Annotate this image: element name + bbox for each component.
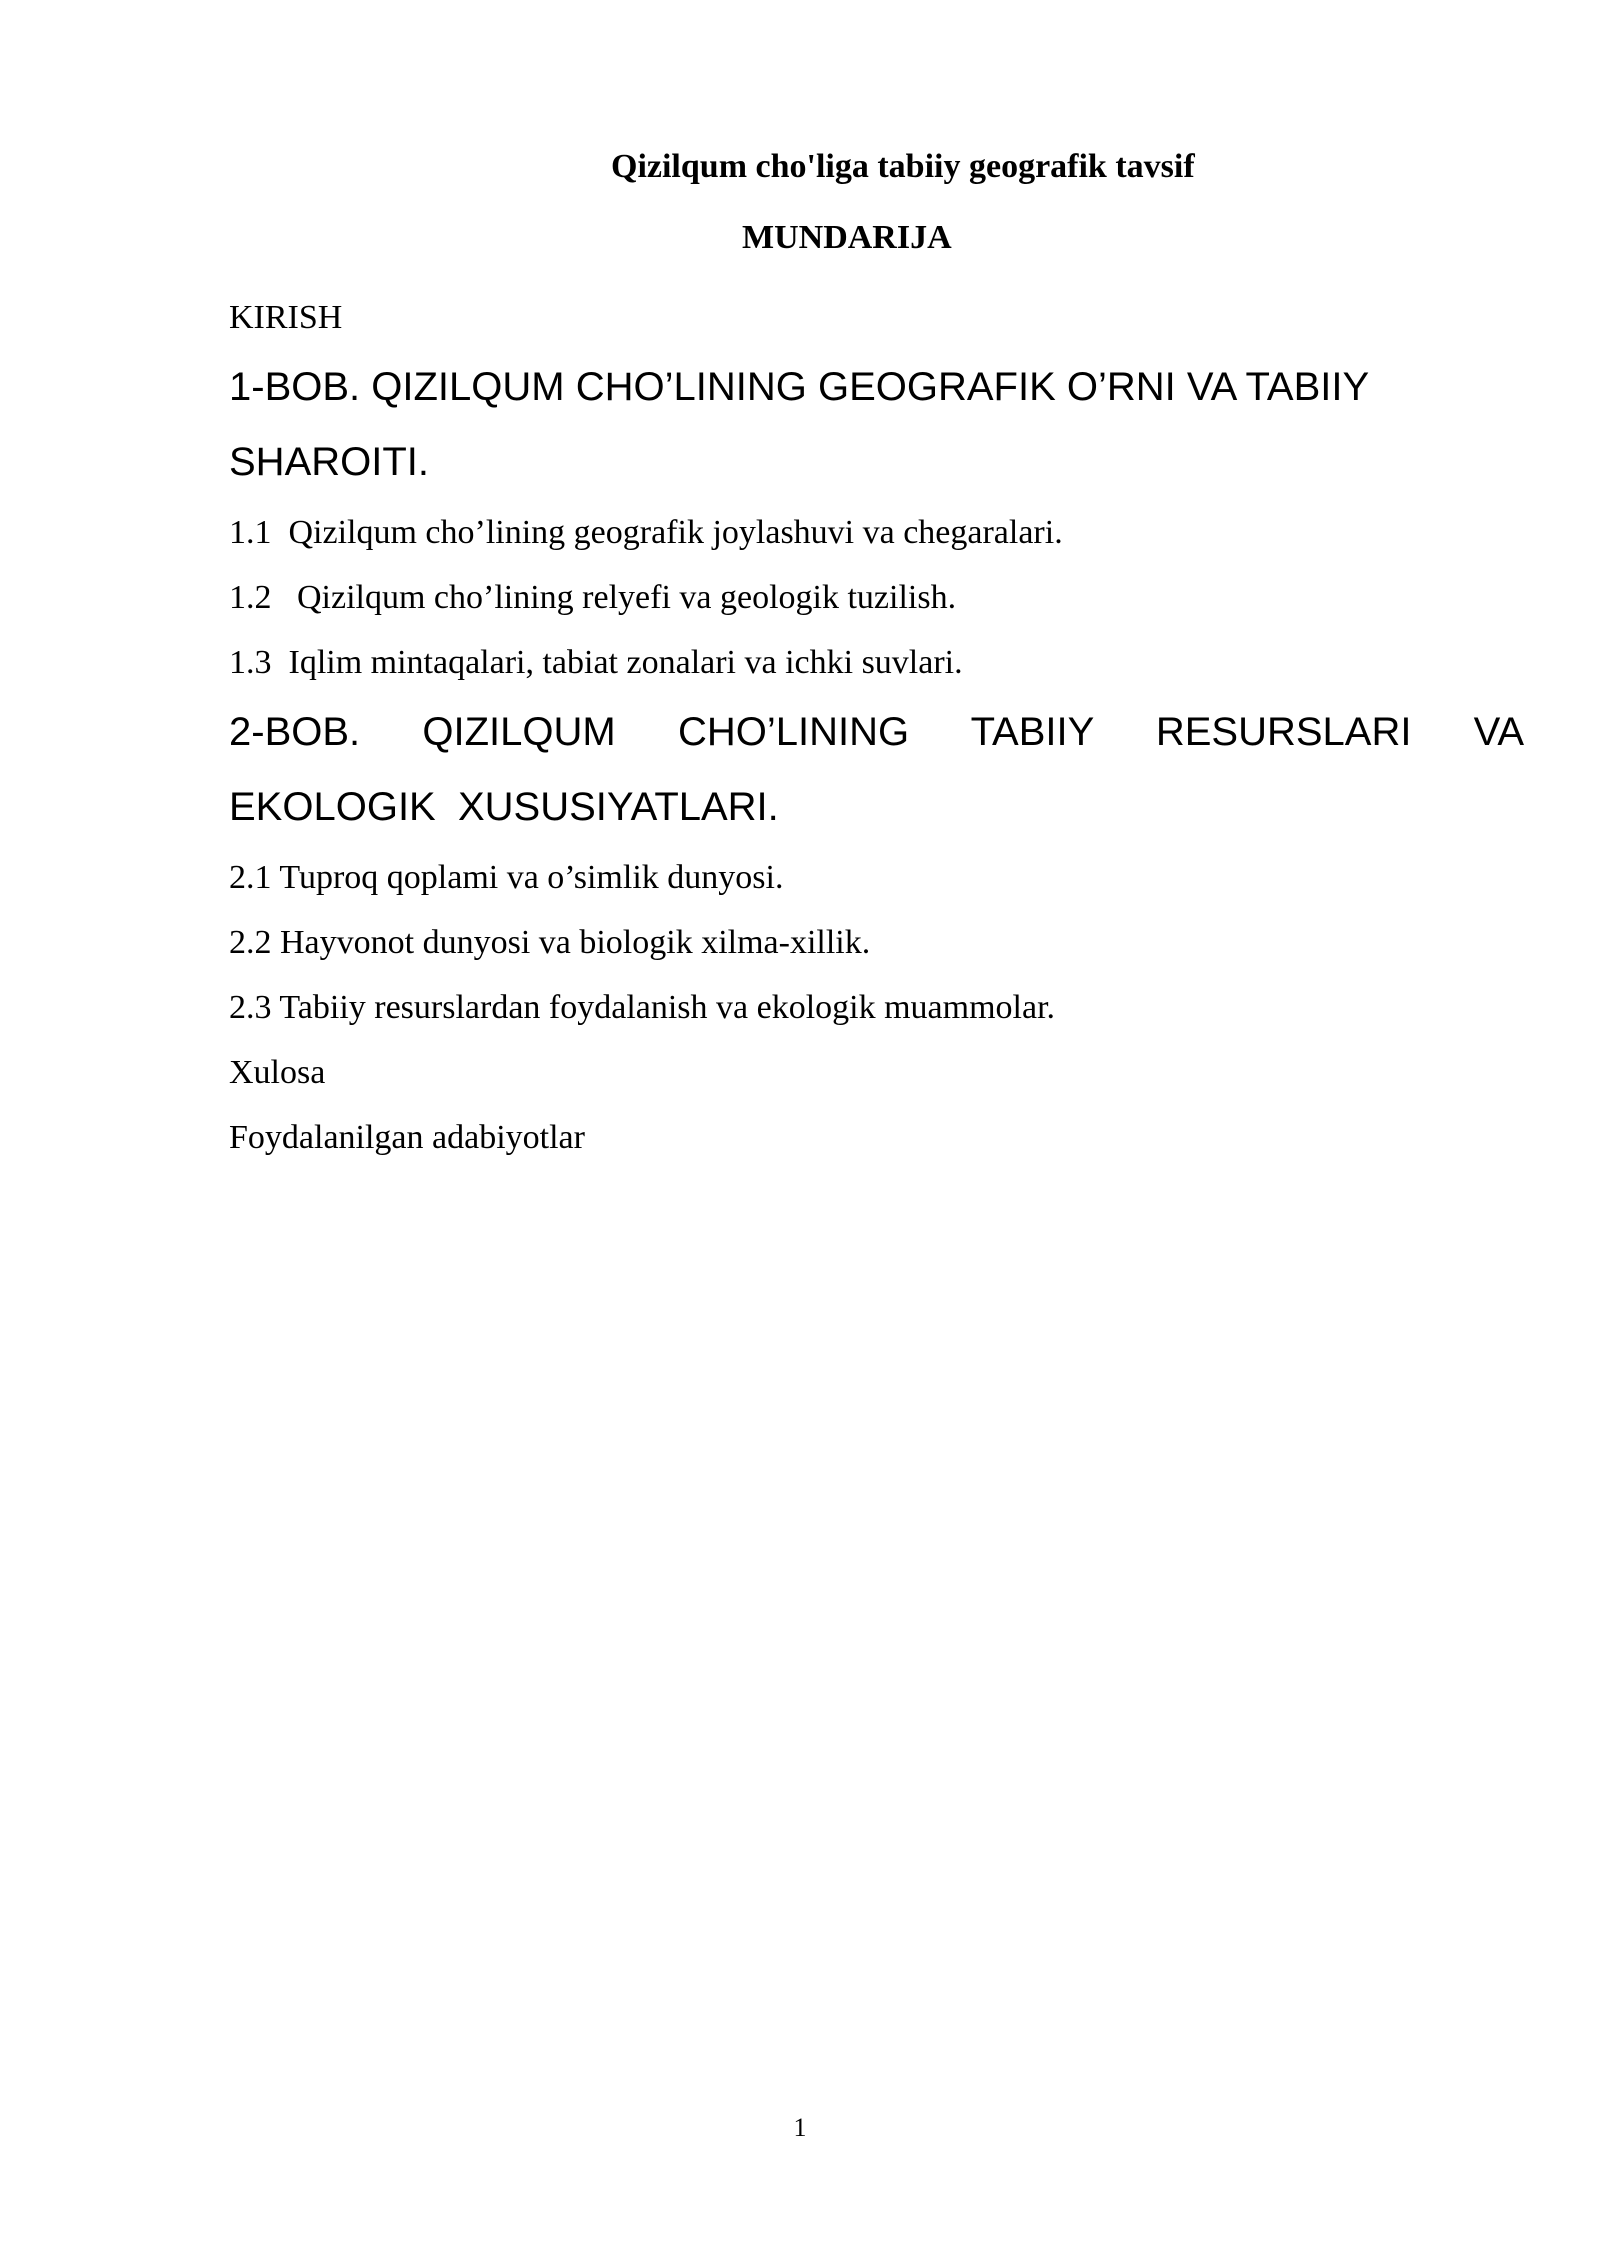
- toc-section-1-3: 1.3 Iqlim mintaqalari, tabiat zonalari va ichki suvlari.: [229, 644, 963, 681]
- toc-chapter-2-line-1-text: 2-BOB. QIZILQUM CHO’LINING TABIIY RESURSLARI VA: [229, 710, 1525, 754]
- toc-section-2-3: 2.3 Tabiiy resurslardan foydalanish va ekologik muammolar.: [229, 989, 1056, 1026]
- toc-section-1-1: 1.1 Qizilqum cho’lining geografik joylashuvi va chegaralari.: [229, 514, 1063, 551]
- toc-section-2-2: 2.2 Hayvonot dunyosi va biologik xilma-xillik.: [229, 924, 871, 961]
- toc-chapter-1-line-2: SHAROITI.: [229, 440, 430, 484]
- toc-heading: MUNDARIJA: [742, 219, 952, 256]
- toc-chapter-1-line-1: 1-BOB. QIZILQUM CHO’LINING GEOGRAFIK O’RNI VA TABIIY: [229, 365, 1370, 409]
- toc-section-2-1: 2.1 Tuproq qoplami va o’simlik dunyosi.: [229, 859, 784, 896]
- toc-item-references: Foydalanilgan adabiyotlar: [229, 1119, 585, 1156]
- toc-chapter-2-line-2: EKOLOGIK XUSUSIYATLARI.: [229, 785, 779, 829]
- table-of-contents: [229, 285, 1525, 1170]
- toc-chapter-2-line-1: [229, 695, 1525, 770]
- toc-section-1-2: 1.2 Qizilqum cho’lining relyefi va geologik tuzilish.: [229, 579, 957, 616]
- toc-item-conclusion: Xulosa: [229, 1054, 326, 1091]
- page-number: 1: [793, 2113, 807, 2142]
- document-title: Qizilqum cho'liga tabiiy geografik tavsif: [611, 148, 1195, 185]
- toc-item-intro: KIRISH: [229, 299, 343, 336]
